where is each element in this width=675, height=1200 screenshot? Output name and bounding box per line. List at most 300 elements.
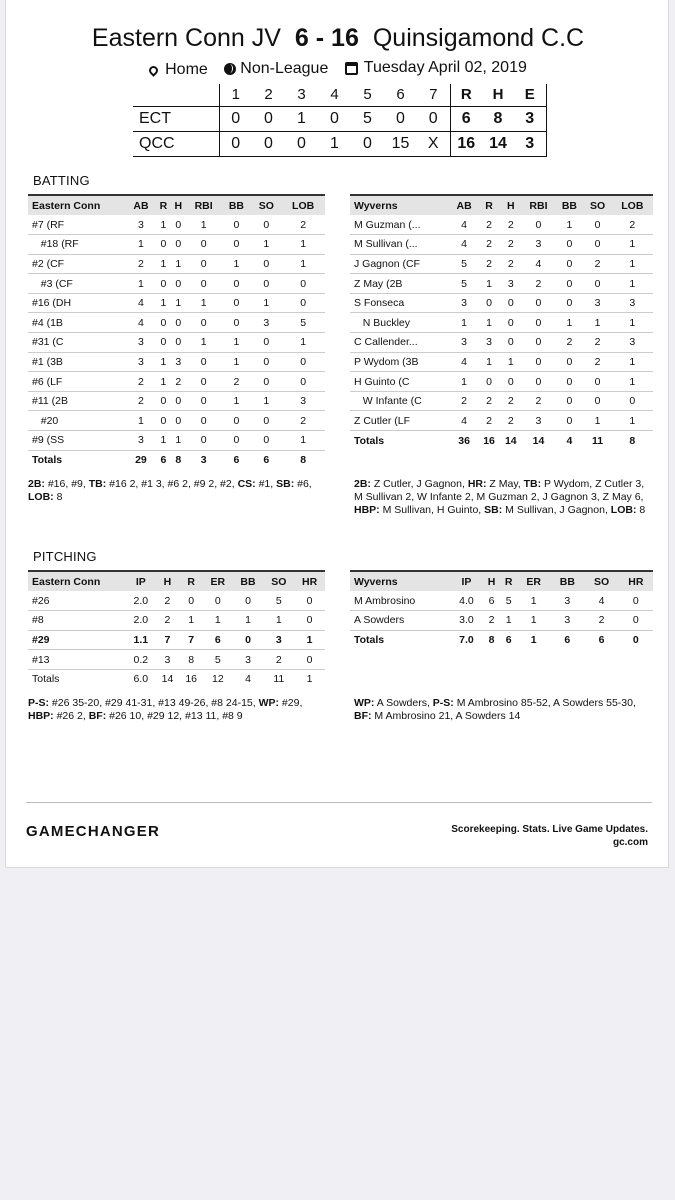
stat-cell: 1: [233, 611, 264, 631]
stat-cell: 0: [171, 313, 186, 333]
linescore-team: ECT: [133, 106, 219, 131]
table-row: [350, 591, 653, 611]
stat-cell: 1: [156, 215, 171, 235]
table-row: [350, 372, 653, 392]
batting-notes-away: [354, 478, 650, 517]
stat-cell: 0: [221, 411, 251, 431]
inning-runs: 0: [417, 106, 450, 131]
inning-header: 5: [363, 86, 372, 104]
note-key: SB:: [484, 504, 503, 516]
stat-cell: 2.0: [126, 591, 156, 611]
stat-cell: 0: [281, 352, 325, 372]
stat-cell: 0: [221, 293, 251, 313]
table-row: [28, 333, 325, 353]
table-header-row: [350, 571, 653, 591]
stat-cell: 0: [221, 274, 251, 294]
stat-cell: 1: [500, 352, 522, 372]
stat-cell: 3: [450, 293, 478, 313]
stat-cell: 1: [156, 352, 171, 372]
column-header: RBI: [186, 195, 222, 215]
total-runs: 6: [450, 106, 482, 131]
column-header: HR: [294, 571, 325, 591]
stat-cell: 0: [171, 215, 186, 235]
player-name: #7 (RF: [28, 215, 126, 235]
stat-cell: 1: [281, 254, 325, 274]
stat-cell: 1: [221, 352, 251, 372]
note-value: #29,: [279, 697, 303, 709]
stat-cell: 1: [179, 611, 203, 631]
stat-cell: 1: [281, 431, 325, 451]
stat-cell: 3: [522, 235, 556, 255]
player-name: S Fonseca: [350, 293, 450, 313]
total-cell: 16: [478, 431, 500, 451]
final-score: 6 - 16: [294, 24, 359, 52]
table-row: [350, 333, 653, 353]
column-header: BB: [221, 195, 251, 215]
total-hits: 14: [482, 131, 514, 156]
note-key: WP:: [354, 697, 375, 709]
totals-label: Totals: [28, 669, 126, 689]
note-value: #26 10, #29 12, #13 11, #8 9: [106, 710, 243, 722]
inning-runs: 0: [219, 106, 252, 131]
stat-cell: 0: [171, 411, 186, 431]
linescore-team: QCC: [133, 131, 219, 156]
stat-cell: 1: [156, 293, 171, 313]
stat-cell: 1: [156, 254, 171, 274]
total-cell: 1: [294, 669, 325, 689]
stat-cell: 3: [281, 391, 325, 411]
stat-cell: 3: [126, 215, 156, 235]
player-name: M Sullivan (...: [350, 235, 450, 255]
stat-cell: 1: [171, 254, 186, 274]
stat-cell: 1: [126, 235, 156, 255]
stat-cell: 0: [251, 254, 281, 274]
stat-cell: 0: [500, 313, 522, 333]
stat-cell: 0: [156, 333, 171, 353]
stat-cell: 0: [186, 411, 222, 431]
league-label: Non-League: [240, 59, 329, 77]
total-cell: 3: [186, 450, 222, 470]
stat-cell: 1: [612, 372, 653, 392]
stat-cell: 3: [550, 591, 584, 611]
player-name: #31 (C: [28, 333, 126, 353]
batting-section-title: BATTING: [33, 173, 90, 188]
stat-cell: 0: [619, 591, 653, 611]
stat-cell: 1: [156, 431, 171, 451]
player-name: M Ambrosino: [350, 591, 450, 611]
note-key: LOB:: [610, 504, 637, 516]
runs-header: R: [450, 84, 482, 106]
note-value: Z Cutler, J Gagnon,: [370, 478, 468, 490]
table-row: [350, 274, 653, 294]
note-value: 8: [53, 491, 63, 503]
tagline-text: Scorekeeping. Stats. Live Game Updates.: [451, 824, 648, 835]
column-header: ER: [203, 571, 233, 591]
column-header: R: [500, 571, 517, 591]
linescore-table: [133, 84, 547, 157]
inning-runs: 0: [252, 131, 285, 156]
linescore-row-away: [133, 131, 546, 156]
stat-cell: 1: [450, 372, 478, 392]
table-row: [350, 352, 653, 372]
stat-cell: 1: [478, 274, 500, 294]
column-header: IP: [126, 571, 156, 591]
stat-cell: 2: [584, 333, 612, 353]
location-label: Home: [165, 61, 208, 78]
stat-cell: 0: [186, 313, 222, 333]
table-row: [28, 411, 325, 431]
totals-label: Totals: [350, 630, 450, 650]
player-name: Z May (2B: [350, 274, 450, 294]
total-cell: 8: [483, 630, 500, 650]
pitching-table-away: [350, 570, 653, 650]
site-link[interactable]: gc.com: [612, 837, 648, 848]
stat-cell: 0: [221, 313, 251, 333]
stat-cell: 0: [251, 411, 281, 431]
stat-cell: 2: [478, 391, 500, 411]
totals-row: [28, 450, 325, 470]
stat-cell: 5: [281, 313, 325, 333]
total-runs: 16: [450, 131, 482, 156]
note-key: SB:: [276, 478, 295, 490]
inning-header: 7: [429, 86, 438, 104]
baseball-icon: [224, 63, 236, 75]
note-key: LOB:: [28, 491, 54, 503]
note-value: #16, #9,: [44, 478, 89, 490]
total-cell: 6.0: [126, 669, 156, 689]
stat-cell: 1: [186, 333, 222, 353]
note-value: #26 35-20, #29 41-31, #13 49-26, #8 24-15,: [49, 697, 259, 709]
stat-cell: 0: [555, 411, 583, 431]
table-header-row: [350, 195, 653, 215]
stat-cell: 0: [522, 313, 556, 333]
stat-cell: 0: [584, 372, 612, 392]
gamechanger-logo: GAMECHANGER: [26, 823, 161, 840]
stat-cell: 0: [251, 372, 281, 392]
column-header: RBI: [522, 195, 556, 215]
stat-cell: 2: [483, 611, 500, 631]
stat-cell: 2: [126, 254, 156, 274]
stat-cell: 4: [450, 215, 478, 235]
stat-cell: 0: [500, 333, 522, 353]
player-name: #2 (CF: [28, 254, 126, 274]
stat-cell: 6: [203, 630, 233, 650]
table-row: [350, 215, 653, 235]
stat-cell: 0: [251, 333, 281, 353]
table-header-row: [28, 571, 325, 591]
stat-cell: 1: [171, 431, 186, 451]
location-info: [149, 61, 208, 79]
column-header: R: [179, 571, 203, 591]
stat-cell: 7: [179, 630, 203, 650]
table-row: [350, 391, 653, 411]
total-cell: 8: [612, 431, 653, 451]
table-row: [350, 235, 653, 255]
inning-header: 2: [264, 86, 273, 104]
pitching-section-title: PITCHING: [33, 549, 97, 564]
stat-cell: 8: [179, 650, 203, 670]
inning-header: 6: [396, 86, 405, 104]
stat-cell: 2: [478, 411, 500, 431]
stat-cell: 2: [478, 254, 500, 274]
stat-cell: 3: [251, 313, 281, 333]
inning-header: 4: [330, 86, 339, 104]
stat-cell: 3: [450, 333, 478, 353]
stat-cell: 0: [203, 591, 233, 611]
stat-cell: 1: [251, 391, 281, 411]
player-name: M Guzman (...: [350, 215, 450, 235]
stat-cell: 0: [522, 293, 556, 313]
stat-cell: 0: [251, 215, 281, 235]
inning-header: 1: [219, 84, 252, 106]
stat-cell: 4: [126, 313, 156, 333]
note-key: P-S:: [28, 697, 49, 709]
stat-cell: 2: [263, 650, 294, 670]
note-value: Z May,: [486, 478, 524, 490]
player-name: #20: [28, 411, 126, 431]
total-cell: 6: [221, 450, 251, 470]
stat-cell: 0: [522, 372, 556, 392]
pitching-table-home: [28, 570, 325, 689]
stat-cell: 0: [555, 274, 583, 294]
inning-runs: 1: [285, 106, 318, 131]
total-cell: 7.0: [450, 630, 483, 650]
table-row: [28, 650, 325, 670]
table-row: [350, 611, 653, 631]
stat-cell: 1: [612, 274, 653, 294]
total-cell: 29: [126, 450, 156, 470]
totals-row: [350, 431, 653, 451]
stat-cell: 4: [450, 352, 478, 372]
stat-cell: 0: [186, 352, 222, 372]
stat-cell: 1: [612, 235, 653, 255]
player-name: H Guinto (C: [350, 372, 450, 392]
total-cell: 6: [550, 630, 584, 650]
column-header: R: [156, 195, 171, 215]
stat-cell: 1: [221, 333, 251, 353]
stat-cell: 0: [584, 391, 612, 411]
total-cell: 14: [156, 669, 180, 689]
note-value: #6,: [294, 478, 312, 490]
stat-cell: 2: [500, 235, 522, 255]
stat-cell: 5: [203, 650, 233, 670]
stat-cell: 0: [555, 254, 583, 274]
column-header: IP: [450, 571, 483, 591]
player-name: #1 (3B: [28, 352, 126, 372]
note-value: M Ambrosino 85-52, A Sowders 55-30,: [453, 697, 636, 709]
inning-runs: 5: [351, 106, 384, 131]
stat-cell: 0: [281, 274, 325, 294]
player-name: #8: [28, 611, 126, 631]
stat-cell: 0: [171, 333, 186, 353]
footer-tagline: [451, 823, 648, 849]
stat-cell: 5: [263, 591, 294, 611]
player-name: #13: [28, 650, 126, 670]
note-key: HBP:: [28, 710, 54, 722]
player-name: #11 (2B: [28, 391, 126, 411]
stat-cell: 0: [555, 235, 583, 255]
stat-cell: 1.1: [126, 630, 156, 650]
stat-cell: 0: [156, 411, 171, 431]
stat-cell: 3: [584, 293, 612, 313]
stat-cell: 5: [450, 274, 478, 294]
column-header: BB: [550, 571, 584, 591]
stat-cell: 2: [584, 254, 612, 274]
table-row: [28, 372, 325, 392]
stat-cell: 3: [233, 650, 264, 670]
total-cell: 6: [584, 630, 618, 650]
table-row: [28, 611, 325, 631]
table-row: [350, 254, 653, 274]
stat-cell: 2: [612, 215, 653, 235]
total-cell: 36: [450, 431, 478, 451]
player-name: #29: [28, 630, 126, 650]
column-header: AB: [126, 195, 156, 215]
note-key: TB:: [523, 478, 542, 490]
stat-cell: 1: [186, 215, 222, 235]
stat-cell: 1: [221, 391, 251, 411]
note-key: 2B:: [28, 478, 45, 490]
stat-cell: 0: [555, 372, 583, 392]
table-row: [28, 215, 325, 235]
stat-cell: 3: [126, 431, 156, 451]
player-name: #16 (DH: [28, 293, 126, 313]
stat-cell: 0: [281, 372, 325, 392]
stat-cell: 2: [478, 235, 500, 255]
stat-cell: 3: [522, 411, 556, 431]
stat-cell: 0: [156, 313, 171, 333]
note-key: HBP:: [354, 504, 380, 516]
note-value: #16 2, #1 3, #6 2, #9 2, #2,: [106, 478, 238, 490]
inning-runs: 0: [219, 131, 252, 156]
stat-cell: 0: [522, 215, 556, 235]
total-errors: 3: [514, 131, 546, 156]
stat-cell: 0: [186, 235, 222, 255]
note-value: #26 2,: [53, 710, 89, 722]
stat-cell: 1: [281, 235, 325, 255]
stat-cell: 0: [171, 274, 186, 294]
footer-divider: [26, 802, 652, 803]
linescore-header: [133, 84, 546, 106]
stat-cell: 0: [156, 274, 171, 294]
note-value: 8: [636, 504, 646, 516]
note-key: BF:: [88, 710, 107, 722]
table-row: [350, 293, 653, 313]
inning-runs: 1: [318, 131, 351, 156]
stat-cell: 4: [450, 411, 478, 431]
table-row: [28, 630, 325, 650]
column-header: Eastern Conn: [28, 195, 126, 215]
location-pin-icon: [147, 64, 160, 77]
stat-cell: 0: [186, 274, 222, 294]
stat-cell: 2: [555, 333, 583, 353]
stat-cell: 0: [156, 235, 171, 255]
calendar-icon: [345, 62, 358, 75]
date-info: [345, 59, 527, 77]
note-key: 2B:: [354, 478, 371, 490]
stat-cell: 0: [251, 352, 281, 372]
stat-cell: 2: [500, 411, 522, 431]
total-cell: 1: [517, 630, 550, 650]
stat-cell: 2: [281, 411, 325, 431]
stat-cell: 0: [478, 372, 500, 392]
stat-cell: 0: [233, 630, 264, 650]
total-cell: 8: [171, 450, 186, 470]
stat-cell: 2: [156, 611, 180, 631]
stat-cell: 0: [555, 293, 583, 313]
stat-cell: 0: [294, 591, 325, 611]
stat-cell: 1: [171, 293, 186, 313]
stat-cell: 1: [251, 293, 281, 313]
linescore-row-home: [133, 106, 546, 131]
note-key: TB:: [88, 478, 107, 490]
column-header: Wyverns: [350, 195, 450, 215]
stat-cell: 1: [612, 411, 653, 431]
stat-cell: 0: [171, 235, 186, 255]
stat-cell: 3: [612, 293, 653, 313]
stat-cell: 0: [186, 431, 222, 451]
player-name: #6 (LF: [28, 372, 126, 392]
inning-runs: X: [417, 131, 450, 156]
league-info: [224, 60, 328, 78]
inning-header: 3: [297, 86, 306, 104]
stat-cell: 0: [294, 650, 325, 670]
player-name: #18 (RF: [28, 235, 126, 255]
batting-table-home: [28, 194, 325, 470]
column-header: Wyverns: [350, 571, 450, 591]
away-team-name: Quinsigamond C.C: [372, 24, 585, 52]
stat-cell: 4: [584, 591, 618, 611]
stat-cell: 0: [522, 352, 556, 372]
total-cell: 4: [233, 669, 264, 689]
stat-cell: 0: [555, 352, 583, 372]
column-header: H: [171, 195, 186, 215]
stat-cell: 1: [612, 313, 653, 333]
column-header: SO: [251, 195, 281, 215]
player-name: #4 (1B: [28, 313, 126, 333]
stat-cell: 1: [517, 611, 550, 631]
note-value: M Sullivan, J Gagnon,: [502, 504, 611, 516]
total-cell: 6: [500, 630, 517, 650]
table-row: [28, 293, 325, 313]
stat-cell: 1: [186, 293, 222, 313]
note-value: A Sowders,: [374, 697, 433, 709]
stat-cell: 3: [171, 352, 186, 372]
column-header: LOB: [281, 195, 325, 215]
stat-cell: 0: [555, 391, 583, 411]
stat-cell: 0: [251, 431, 281, 451]
note-value: M Sullivan, H Guinto,: [379, 504, 485, 516]
stat-cell: 1: [612, 352, 653, 372]
stat-cell: 3: [126, 352, 156, 372]
column-header: ER: [517, 571, 550, 591]
column-header: R: [478, 195, 500, 215]
column-header: SO: [584, 571, 618, 591]
hits-header: H: [492, 86, 504, 104]
stat-cell: 1: [517, 591, 550, 611]
total-cell: 6: [251, 450, 281, 470]
note-key: WP:: [258, 697, 280, 709]
note-key: CS:: [237, 478, 256, 490]
column-header: SO: [584, 195, 612, 215]
stat-cell: 0: [478, 293, 500, 313]
player-name: #3 (CF: [28, 274, 126, 294]
stat-cell: 2: [500, 215, 522, 235]
column-header: LOB: [612, 195, 653, 215]
table-row: [28, 352, 325, 372]
game-meta: [6, 59, 670, 80]
stat-cell: 1: [126, 274, 156, 294]
